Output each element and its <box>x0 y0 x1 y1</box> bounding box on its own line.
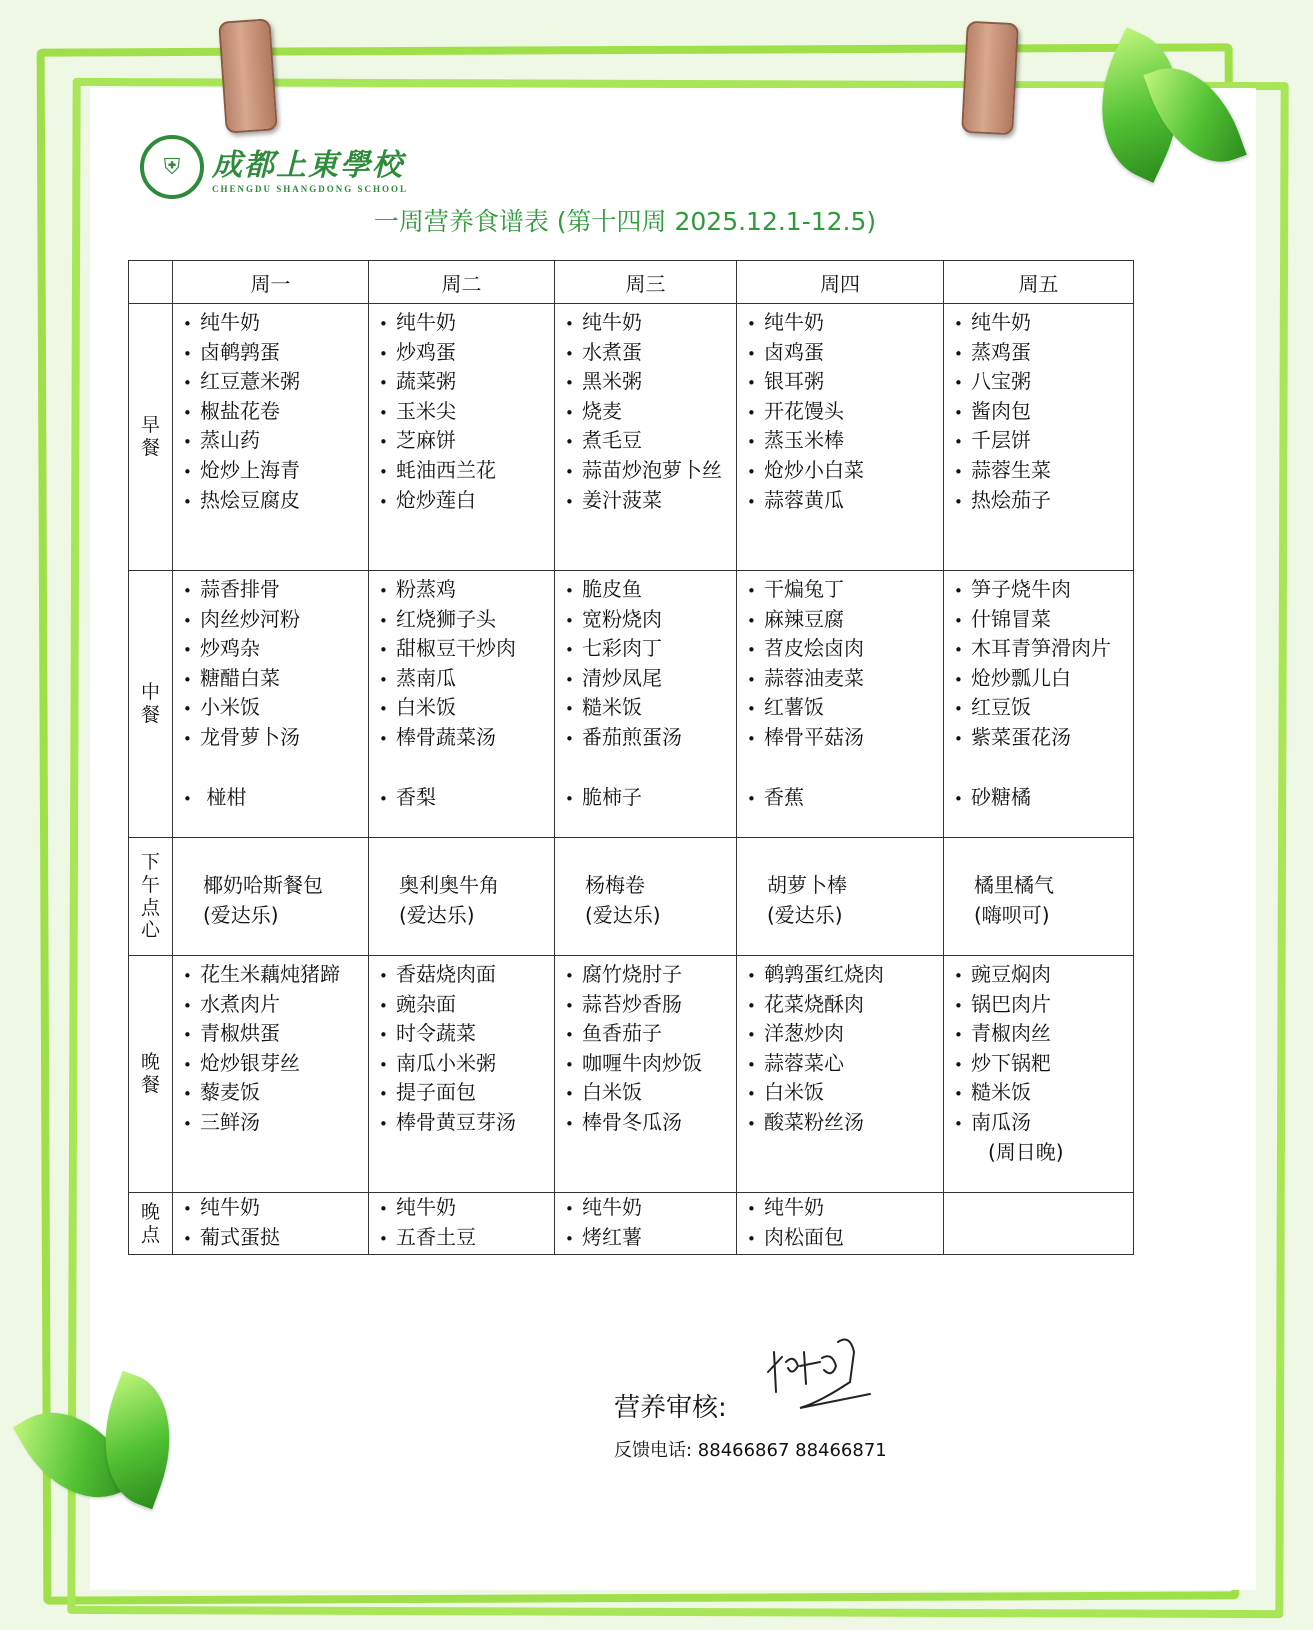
row-label-breakfast: 早餐 <box>129 304 173 571</box>
fruit-item: • 香梨 <box>379 783 554 813</box>
snack-brand: (嗨呗可) <box>974 903 1050 927</box>
dish-item: • 脆皮鱼 <box>565 575 736 605</box>
dish-item: • 蒸山药 <box>183 426 368 456</box>
dish-item: • 红烧狮子头 <box>379 605 554 635</box>
row-label-snack: 下午点心 <box>129 838 173 956</box>
meal-cell <box>737 1193 944 1255</box>
dish-item: • 笋子烧牛肉 <box>954 575 1133 605</box>
snack-cell <box>555 838 737 956</box>
dish-item: • 洋葱炒肉 <box>747 1019 943 1049</box>
menu-table <box>128 260 1134 1255</box>
dish-item: • 七彩肉丁 <box>565 634 736 664</box>
dish-item: • 酱肉包 <box>954 397 1133 427</box>
snack-name: 胡萝卜棒 <box>767 873 847 897</box>
dish-item: • 纯牛奶 <box>183 308 368 338</box>
dish-item: • 青椒烘蛋 <box>183 1019 368 1049</box>
row-label-dinner: 晚餐 <box>129 956 173 1193</box>
dish-item: • 蒜蓉菜心 <box>747 1049 943 1079</box>
snack-brand: (爱达乐) <box>203 903 279 927</box>
school-header <box>140 135 408 199</box>
dish-item: • 纯牛奶 <box>565 308 736 338</box>
corner-cell <box>129 261 173 304</box>
meal-cell <box>555 304 737 571</box>
dish-item: • 鱼香茄子 <box>565 1019 736 1049</box>
row-label-lunch: 中餐 <box>129 571 173 838</box>
dish-item: • 蒸玉米棒 <box>747 426 943 456</box>
feedback-phone: 反馈电话: 88466867 88466871 <box>614 1440 887 1461</box>
dish-item: • 红豆薏米粥 <box>183 367 368 397</box>
dish-item: • 苕皮烩卤肉 <box>747 634 943 664</box>
dish-item: • 烤红薯 <box>565 1223 736 1253</box>
dish-item: • 蔬菜粥 <box>379 367 554 397</box>
dish-item: • 炒鸡杂 <box>183 634 368 664</box>
fruit-item: • 香蕉 <box>747 783 943 813</box>
dish-note: (周日晚) <box>988 1139 1064 1164</box>
clip-icon <box>961 21 1019 136</box>
dish-item: • 宽粉烧肉 <box>565 605 736 635</box>
dish-item: • 蒸鸡蛋 <box>954 338 1133 368</box>
meal-cell <box>173 1193 369 1255</box>
meal-cell <box>173 956 369 1193</box>
dish-item: • 黑米粥 <box>565 367 736 397</box>
dish-item: • 龙骨萝卜汤 <box>183 723 368 753</box>
day-header: 周二 <box>369 261 555 304</box>
meal-cell <box>944 956 1134 1193</box>
dish-item: • 水煮肉片 <box>183 990 368 1020</box>
dish-item: • 五香土豆 <box>379 1223 554 1253</box>
dish-item: • 纯牛奶 <box>183 1193 368 1223</box>
dish-item: • 炒鸡蛋 <box>379 338 554 368</box>
dish-item: • 白米饭 <box>565 1078 736 1108</box>
dish-item: • 热烩茄子 <box>954 486 1133 516</box>
day-header: 周五 <box>944 261 1134 304</box>
snack-name: 椰奶哈斯餐包 <box>203 873 323 897</box>
snack-brand: (爱达乐) <box>585 903 661 927</box>
dish-item: • 鹌鹑蛋红烧肉 <box>747 960 943 990</box>
dish-item: • 香菇烧肉面 <box>379 960 554 990</box>
dish-item: • 蒜香排骨 <box>183 575 368 605</box>
snack-name: 杨梅卷 <box>585 873 645 897</box>
dish-item: • 藜麦饭 <box>183 1078 368 1108</box>
meal-cell <box>737 304 944 571</box>
day-header: 周三 <box>555 261 737 304</box>
dish-item: • 白米饭 <box>379 693 554 723</box>
dish-item: • 番茄煎蛋汤 <box>565 723 736 753</box>
dish-item: • 南瓜汤 <box>954 1108 1133 1138</box>
meal-cell <box>555 1193 737 1255</box>
dish-item: • 蒜蓉黄瓜 <box>747 486 943 516</box>
snack-cell <box>173 838 369 956</box>
dish-item: • 千层饼 <box>954 426 1133 456</box>
meal-cell <box>369 571 555 838</box>
dish-item: • 棒骨黄豆芽汤 <box>379 1108 554 1138</box>
dish-item: • 纯牛奶 <box>379 308 554 338</box>
dish-item: • 锅巴肉片 <box>954 990 1133 1020</box>
dish-item: • 纯牛奶 <box>379 1193 554 1223</box>
meal-cell <box>173 571 369 838</box>
dish-item: • 芝麻饼 <box>379 426 554 456</box>
meal-cell <box>173 304 369 571</box>
dish-item: • 蚝油西兰花 <box>379 456 554 486</box>
dish-item: • 甜椒豆干炒肉 <box>379 634 554 664</box>
dish-item: • 咖喱牛肉炒饭 <box>565 1049 736 1079</box>
meal-cell <box>737 571 944 838</box>
dish-item: • 棒骨平菇汤 <box>747 723 943 753</box>
dish-item: • 八宝粥 <box>954 367 1133 397</box>
dish-item: • 豌杂面 <box>379 990 554 1020</box>
dinner-row <box>129 956 1134 1193</box>
dish-item: • 糖醋白菜 <box>183 664 368 694</box>
dish-item: • 炒下锅粑 <box>954 1049 1133 1079</box>
dish-item: • 炝炒上海青 <box>183 456 368 486</box>
school-name-en: CHENGDU SHANGDONG SCHOOL <box>212 184 409 194</box>
dish-item: • 卤鹌鹑蛋 <box>183 338 368 368</box>
dish-item: • 银耳粥 <box>747 367 943 397</box>
school-name: 成都上東學校 <box>212 148 404 183</box>
row-label-night: 晚点 <box>129 1193 173 1255</box>
page-title: 一周营养食谱表 (第十四周 2025.12.1-12.5) <box>373 207 877 236</box>
dish-item: • 麻辣豆腐 <box>747 605 943 635</box>
dish-item: • 蒸南瓜 <box>379 664 554 694</box>
dish-item: • 紫菜蛋花汤 <box>954 723 1133 753</box>
dish-item: • 姜汁菠菜 <box>565 486 736 516</box>
dish-item: • 葡式蛋挞 <box>183 1223 368 1253</box>
dish-item: • 纯牛奶 <box>747 1193 943 1223</box>
dish-item: • 玉米尖 <box>379 397 554 427</box>
dish-item: • 烧麦 <box>565 397 736 427</box>
meal-cell <box>369 304 555 571</box>
dish-item: • 花菜烧酥肉 <box>747 990 943 1020</box>
dish-item: • 热烩豆腐皮 <box>183 486 368 516</box>
signature-image <box>760 1322 900 1412</box>
dish-item: • 时令蔬菜 <box>379 1019 554 1049</box>
snack-cell <box>944 838 1134 956</box>
dish-item: • 棒骨蔬菜汤 <box>379 723 554 753</box>
dish-item: • 肉丝炒河粉 <box>183 605 368 635</box>
night-snack-row <box>129 1193 1134 1255</box>
dish-item: • 酸菜粉丝汤 <box>747 1108 943 1138</box>
day-header: 周四 <box>737 261 944 304</box>
dish-item: • 纯牛奶 <box>565 1193 736 1223</box>
dish-item: • 炝炒银芽丝 <box>183 1049 368 1079</box>
snack-name: 橘里橘气 <box>974 873 1054 897</box>
dish-item: • 卤鸡蛋 <box>747 338 943 368</box>
meal-cell <box>369 1193 555 1255</box>
snack-row <box>129 838 1134 956</box>
dish-item: • 提子面包 <box>379 1078 554 1108</box>
dish-item: • 棒骨冬瓜汤 <box>565 1108 736 1138</box>
dish-item: • 三鲜汤 <box>183 1108 368 1138</box>
dish-item: • 南瓜小米粥 <box>379 1049 554 1079</box>
lunch-row <box>129 571 1134 838</box>
dish-item: • 蒜苗炒泡萝卜丝 <box>565 456 736 486</box>
clip-icon <box>218 18 278 133</box>
dish-item: • 蒜苔炒香肠 <box>565 990 736 1020</box>
dish-item: • 腐竹烧肘子 <box>565 960 736 990</box>
dish-item: • 干煸兔丁 <box>747 575 943 605</box>
dish-item: • 蒜蓉生菜 <box>954 456 1133 486</box>
meal-cell <box>944 1193 1134 1255</box>
fruit-item: • 椪柑 <box>183 783 368 813</box>
dish-item: • 豌豆焖肉 <box>954 960 1133 990</box>
review-label: 营养审核: <box>614 1393 727 1423</box>
dish-item: • 粉蒸鸡 <box>379 575 554 605</box>
dish-item: • 青椒肉丝 <box>954 1019 1133 1049</box>
snack-cell <box>369 838 555 956</box>
dish-item: • 糙米饭 <box>565 693 736 723</box>
dish-item: • 白米饭 <box>747 1078 943 1108</box>
dish-item: • 蒜蓉油麦菜 <box>747 664 943 694</box>
meal-cell <box>369 956 555 1193</box>
dish-item: • 纯牛奶 <box>747 308 943 338</box>
dish-item: • 红薯饭 <box>747 693 943 723</box>
fruit-item: • 脆柿子 <box>565 783 736 813</box>
dish-item: • 煮毛豆 <box>565 426 736 456</box>
snack-name: 奥利奥牛角 <box>399 873 499 897</box>
dish-item: • 木耳青笋滑肉片 <box>954 634 1133 664</box>
meal-cell <box>944 571 1134 838</box>
dish-item: • 清炒凤尾 <box>565 664 736 694</box>
snack-brand: (爱达乐) <box>399 903 475 927</box>
meal-cell <box>737 956 944 1193</box>
dish-item: • 炝炒瓢儿白 <box>954 664 1133 694</box>
dish-item: • 开花馒头 <box>747 397 943 427</box>
dish-item: • 花生米藕炖猪蹄 <box>183 960 368 990</box>
dish-item: • 肉松面包 <box>747 1223 943 1253</box>
dish-item: • 纯牛奶 <box>954 308 1133 338</box>
day-header: 周一 <box>173 261 369 304</box>
dish-item: • 糙米饭 <box>954 1078 1133 1108</box>
meal-cell <box>555 956 737 1193</box>
dish-item: • 水煮蛋 <box>565 338 736 368</box>
meal-cell <box>555 571 737 838</box>
snack-brand: (爱达乐) <box>767 903 843 927</box>
dish-item: • 什锦冒菜 <box>954 605 1133 635</box>
school-seal-icon: ⛨ <box>140 135 204 199</box>
breakfast-row <box>129 304 1134 571</box>
dish-item: • 炝炒小白菜 <box>747 456 943 486</box>
fruit-item: • 砂糖橘 <box>954 783 1133 813</box>
dish-item: • 炝炒莲白 <box>379 486 554 516</box>
table-header-row <box>129 261 1134 304</box>
dish-item: • 椒盐花卷 <box>183 397 368 427</box>
meal-cell <box>944 304 1134 571</box>
dish-item: • 小米饭 <box>183 693 368 723</box>
snack-cell <box>737 838 944 956</box>
dish-item: • 红豆饭 <box>954 693 1133 723</box>
